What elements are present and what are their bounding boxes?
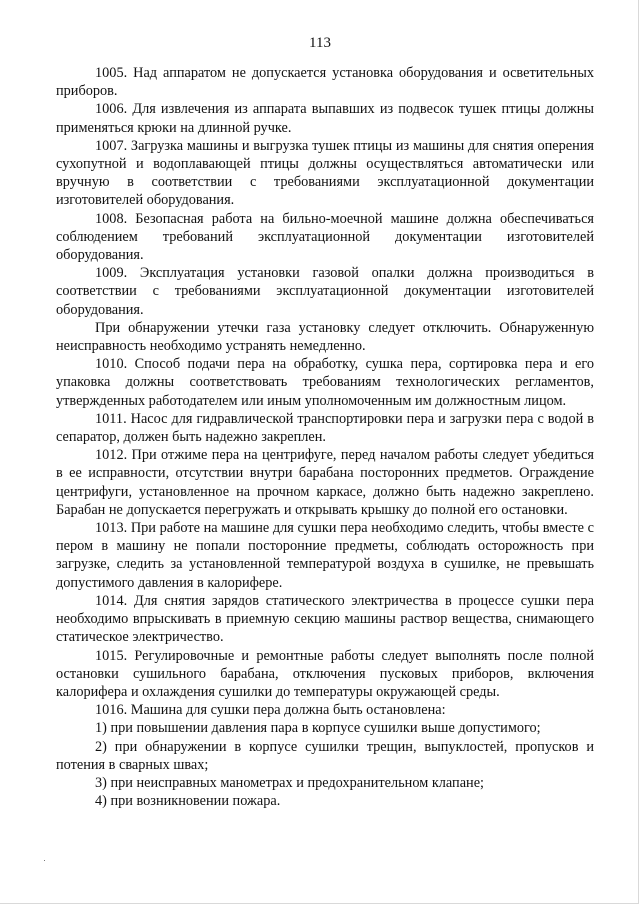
scan-speck (44, 860, 45, 861)
paragraph-gas-leak: При обнаружении утечки газа установку следует отключить. Обнаруженную неисправность необходимо устранять немедленно. (56, 319, 594, 355)
paragraph-1009: 1009. Эксплуатация установки газовой опалки должна производиться в соответствии с требованиями эксплуатационной документации изготовителей оборудования. (56, 265, 594, 318)
list-item-4: 4) при возникновении пожара. (95, 793, 281, 810)
paragraph-1005: 1005. Над аппаратом не допускается установка оборудования и осветительных приборов. (56, 65, 594, 100)
paragraph-1014: 1014. Для снятия зарядов статического электричества в процессе сушки пера необходимо впрыскивать в приемную секцию машины раствор вещества, снимающего статическое электричество. (56, 592, 594, 646)
paragraph-1011: 1011. Насос для гидравлической транспортировки пера и загрузки пера с водой в сепаратор, должен быть надежно закреплен. (56, 410, 594, 446)
paragraph-1006: 1006. Для извлечения из аппарата выпавших из подвесок тушек птицы должны применяться крюки на длинной ручке. (56, 101, 594, 136)
paragraph-1013: 1013. При работе на машине для сушки пера необходимо следить, чтобы вместе с пером в машину не попали посторонние предметы, соблюдать осторожность при загрузке, следить за установленной температурой воздуха в сушилке, не превышать допустимого давления в калорифере. (56, 520, 594, 591)
paragraph-1007: 1007. Загрузка машины и выгрузка тушек птицы из машины для снятия оперения сухопутной и водоплавающей птицы должны осуществляться автоматически или вручную в соответствии с требованиями эксплуатационной документации изготовителей оборудования. (56, 137, 594, 209)
paragraph-1016: 1016. Машина для сушки пера должна быть остановлена: (95, 702, 446, 719)
document-body (56, 64, 594, 810)
list-item-1: 1) при повышении давления пара в корпусе сушилки выше допустимого; (95, 720, 541, 737)
paragraph-1008: 1008. Безопасная работа на бильно-моечной машине должна обеспечиваться соблюдением требований эксплуатационной документации изготовителей оборудования. (56, 210, 594, 264)
paragraph-1010: 1010. Способ подачи пера на обработку, сушка пера, сортировка пера и его упаковка должны соответствовать требованиям технологических регламентов, утвержденных работодателем или иным уполномоченным им должностным лицом. (56, 356, 594, 409)
page-number: 113 (309, 35, 331, 51)
list-item-2: 2) при обнаружении в корпусе сушилки трещин, выпуклостей, пропусков и потения в сварных швах; (56, 738, 594, 773)
paragraph-1015: 1015. Регулировочные и ремонтные работы следует выполнять после полной остановки сушильного барабана, отключения пусковых приборов, включения калорифера и охлаждения сушилки до температуры окружающей среды. (56, 647, 594, 700)
list-item-3: 3) при неисправных манометрах и предохранительном клапане; (95, 774, 485, 791)
paragraph-1012: 1012. При отжиме пера на центрифуге, перед началом работы следует убедиться в ее исправности, отсутствии внутри барабана посторонних предметов. Ограждение центрифуги, установленное на прочном каркасе, должно быть надежно закреплено. Барабан не допускается перегружать и открывать крышку до полной его остановки. (56, 447, 594, 518)
